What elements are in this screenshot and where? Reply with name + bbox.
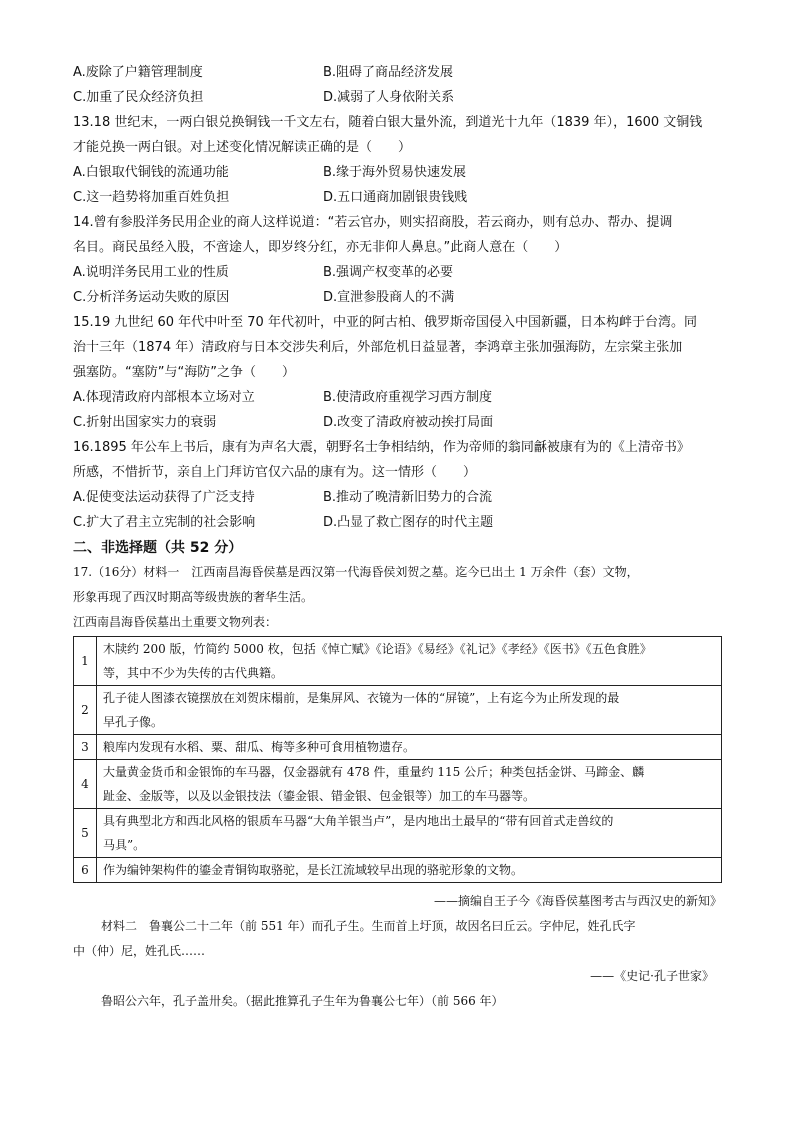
row-text [97, 735, 722, 760]
table-row [74, 637, 722, 686]
row-text-line: 具有典型北方和西北风格的银质车马器“大角羊银当卢”，是内地出土最早的“带有回首式走兽纹的 [103, 814, 614, 828]
row-number: 2 [74, 686, 97, 735]
table-row [74, 735, 722, 760]
q15-option-b: B.使清政府重视学习西方制度 [323, 390, 493, 405]
q13-stem-line1: 13.18 世纪末，一两白银兑换铜钱一千文左右，随着白银大量外流，到道光十九年（1839 年），1600 文铜钱 [73, 115, 703, 130]
q14-option-b: B.强调产权变革的必要 [323, 265, 454, 280]
q12-option-a: A.废除了户籍管理制度 [73, 65, 203, 80]
material2-line1: 材料二 鲁襄公二十二年（前 551 年）而孔子生。生而首上圩顶，故因名曰丘云。字仲尼，姓孔氏字 [101, 919, 636, 933]
row-number: 5 [74, 809, 97, 858]
q16-stem-line1: 16.1895 年公车上书后，康有为声名大震，朝野名士争相结纳，作为帝师的翁同龢被康有为的《上清帝书》 [73, 440, 690, 455]
q16-option-b: B.推动了晚清新旧势力的合流 [323, 490, 493, 505]
material2-line3: 鲁昭公六年，孔子盖卅矣。（据此推算孔子生年为鲁襄公七年）（前 566 年） [101, 994, 504, 1008]
row-number: 6 [74, 858, 97, 883]
section-heading: 二、非选择题（共 52 分） [73, 540, 243, 556]
q15-option-d: D.改变了清政府被动挨打局面 [323, 415, 494, 430]
q15-stem-line3: 强塞防。“塞防”与“海防”之争（ ） [73, 365, 295, 380]
material2-line2: 中（仲）尼，姓孔氏…… [73, 944, 206, 958]
row-text [97, 809, 722, 858]
q14-stem-line1: 14.曾有参股洋务民用企业的商人这样说道：“若云官办，则实招商股，若云商办，则有总办、帮办、提调 [73, 215, 673, 230]
row-text-line: 作为编钟架构件的鎏金青铜钩取骆驼，是长江流域较早出现的骆驼形象的文物。 [103, 863, 524, 877]
row-text [97, 686, 722, 735]
row-text-line: 马具”。 [103, 838, 146, 852]
q12-option-c: C.加重了民众经济负担 [73, 90, 204, 105]
artifacts-table [73, 636, 722, 883]
row-text-line: 粮库内发现有水稻、粟、甜瓜、梅等多种可食用植物遗存。 [103, 740, 416, 754]
row-text [97, 760, 722, 809]
q17-intro-line1: 17.（16分）材料一 江西南昌海昏侯墓是西汉第一代海昏侯刘贺之墓。迄今已出土 1 万余件（套）文物， [73, 565, 639, 579]
table-row [74, 809, 722, 858]
q16-stem-line2: 所感，不惜折节，亲自上门拜访官仅六品的康有为。这一情形（ ） [73, 465, 477, 480]
q15-option-a: A.体现清政府内部根本立场对立 [73, 390, 255, 405]
row-text-line: 早孔子像。 [103, 715, 164, 729]
row-number: 4 [74, 760, 97, 809]
q15-stem-line2: 治十三年（1874 年）清政府与日本交涉失利后，外部危机日益显著，李鸿章主张加强海防，左宗棠主张加 [73, 340, 683, 355]
q13-option-d: D.五口通商加剧银贵钱贱 [323, 190, 468, 205]
q15-option-c: C.折射出国家实力的衰弱 [73, 415, 217, 430]
table-row [74, 858, 722, 883]
q12-option-b: B.阻碍了商品经济发展 [323, 65, 454, 80]
q13-stem-line2: 才能兑换一两白银。对上述变化情况解读正确的是（ ） [73, 140, 412, 155]
q16-option-d: D.凸显了救亡图存的时代主题 [323, 515, 494, 530]
row-text-line: 趾金、金版等，以及以金银技法（鎏金银、错金银、包金银等）加工的车马器等。 [103, 789, 536, 803]
source-citation-1: ——摘编自王子今《海昏侯墓图考古与西汉史的新知》 [433, 894, 722, 908]
row-text-line: 大量黄金货币和金银饰的车马器，仅金器就有 478 件，重量约 115 公斤；种类包括金饼、马蹄金、麟 [103, 765, 645, 779]
q14-option-c: C.分析洋务运动失败的原因 [73, 290, 230, 305]
row-text-line: 木牍约 200 版，竹简约 5000 枚，包括《悼亡赋》《论语》《易经》《礼记》《孝经》《医书》《五色食胜》 [103, 642, 652, 656]
row-number: 3 [74, 735, 97, 760]
row-text-line: 等，其中不少为失传的古代典籍。 [103, 666, 284, 680]
q17-intro-line2: 形象再现了西汉时期高等级贵族的奢华生活。 [73, 590, 314, 604]
q13-option-a: A.白银取代铜钱的流通功能 [73, 165, 229, 180]
q13-option-c: C.这一趋势将加重百姓负担 [73, 190, 230, 205]
source-citation-2: ——《史记·孔子世家》 [590, 969, 714, 983]
q14-option-a: A.说明洋务民用工业的性质 [73, 265, 229, 280]
row-text [97, 858, 722, 883]
row-number: 1 [74, 637, 97, 686]
q14-stem-line2: 名目。商民虽经入股，不啻途人，即岁终分红，亦无非仰人鼻息。”此商人意在（ ） [73, 240, 568, 255]
table-row [74, 686, 722, 735]
q15-stem-line1: 15.19 九世纪 60 年代中叶至 70 年代初叶，中亚的阿古柏、俄罗斯帝国侵入中国新疆，日本构衅于台湾。同 [73, 315, 697, 330]
row-text [97, 637, 722, 686]
row-text-line: 孔子徒人图漆衣镜摆放在刘贺床榻前，是集屏风、衣镜为一体的“屏镜”，上有迄今为止所发现的最 [103, 691, 620, 705]
q16-option-a: A.促使变法运动获得了广泛支持 [73, 490, 255, 505]
table-caption: 江西南昌海昏侯墓出土重要文物列表： [73, 615, 278, 629]
table-row [74, 760, 722, 809]
q16-option-c: C.扩大了君主立宪制的社会影响 [73, 515, 256, 530]
q13-option-b: B.缘于海外贸易快速发展 [323, 165, 467, 180]
q12-option-d: D.减弱了人身依附关系 [323, 90, 455, 105]
q14-option-d: D.宣泄参股商人的不满 [323, 290, 455, 305]
